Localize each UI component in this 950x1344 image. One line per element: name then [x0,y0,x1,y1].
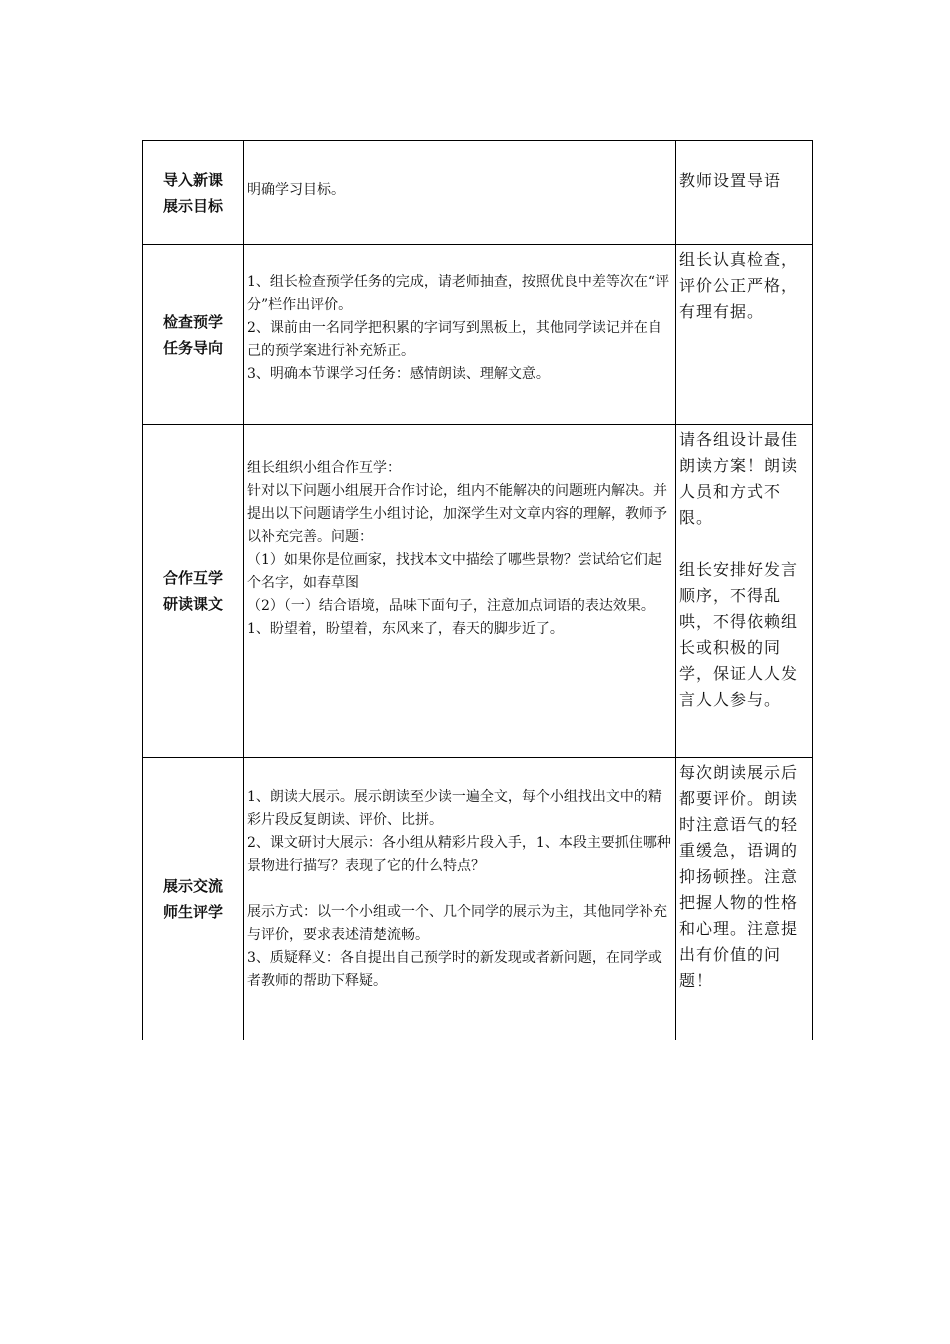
activity-text: 2、课前由一名同学把积累的字词写到黑板上，其他同学读记并在自己的预学案进行补充矫正。 [247,320,662,359]
teacher-note: 组长认真检查，评价公正严格，有理有据。 [679,250,799,321]
activity-cell [244,245,676,424]
stage-title-cell [143,758,244,1040]
activity-text: 1、朗读大展示。展示朗读至少读一遍全文，每个小组找出文中的精彩片段反复朗读、评价、比拼。 [247,789,662,828]
teacher-note-cell [676,758,812,1040]
stage-title-line: 导入新课 [162,170,223,189]
activity-text: （2）（一）结合语境，品味下面句子，注意加点词语的表达效果。 [247,598,655,614]
activity-text: 1、盼望着，盼望着，东风来了，春天的脚步近了。 [247,621,564,637]
activity-cell [244,425,676,757]
stage-title-line: 任务导向 [162,338,223,357]
activity-text: （1）如果你是位画家，找找本文中描绘了哪些景物？尝试给它们起个名字，如春草图 [247,552,662,591]
teacher-note-cell [676,425,812,757]
activity-text: 组长组织小组合作互学： [247,460,401,476]
stage-title-cell [143,245,244,424]
activity-text: 1、组长检查预学任务的完成，请老师抽查，按照优良中差等次在“评分”栏作出评价。 [247,274,670,313]
teacher-note: 教师设置导语 [679,171,782,190]
activity-text: 3、明确本节课学习任务：感情朗读、理解文意。 [247,366,550,382]
stage-title-cell [143,141,244,244]
stage-title-line: 展示交流 [162,877,223,895]
stage-title-cell [143,425,244,757]
teacher-note: 每次朗读展示后都要评价。朗读时注意语气的轻重缓急，语调的抑扬顿挫。注意把握人物的性格和心理。注意提出有价值的问题！ [679,763,799,990]
teacher-note-cell [676,245,812,424]
teacher-note: 请各组设计最佳朗读方案！朗读人员和方式不限。 [679,430,799,527]
stage-title-line: 展示目标 [162,196,223,215]
stage-title-line: 师生评学 [162,903,223,921]
activity-text: 3、质疑释义：各自提出自己预学时的新发现或者新问题，在同学或者教师的帮助下释疑。 [247,950,662,989]
lesson-plan-table [142,140,813,1040]
activity-text: 针对以下问题小组展开合作讨论，组内不能解决的问题班内解决。并提出以下问题请学生小组讨论，加深学生对文章内容的理解，教师予以补充完善。问题： [247,483,667,545]
table-row [143,245,812,425]
teacher-note-cell [676,141,812,244]
activity-text: 明确学习目标。 [247,182,345,198]
activity-cell [244,141,676,244]
activity-text: 展示方式：以一个小组或一个、几个同学的展示为主，其他同学补充与评价，要求表述清楚流畅。 [247,904,667,943]
table-row [143,141,812,245]
activity-text: 2、课文研讨大展示：各小组从精彩片段入手，1、本段主要抓住哪种景物进行描写？表现了它的什么特点？ [247,835,671,874]
stage-title-line: 研读课文 [162,595,223,613]
table-row [143,758,812,1040]
teacher-note: 组长安排好发言顺序，不得乱哄，不得依赖组长或积极的同学，保证人人发言人人参与。 [679,560,799,709]
stage-title-line: 检查预学 [162,312,223,331]
activity-cell [244,758,676,1040]
table-row [143,425,812,758]
stage-title-line: 合作互学 [162,569,223,587]
